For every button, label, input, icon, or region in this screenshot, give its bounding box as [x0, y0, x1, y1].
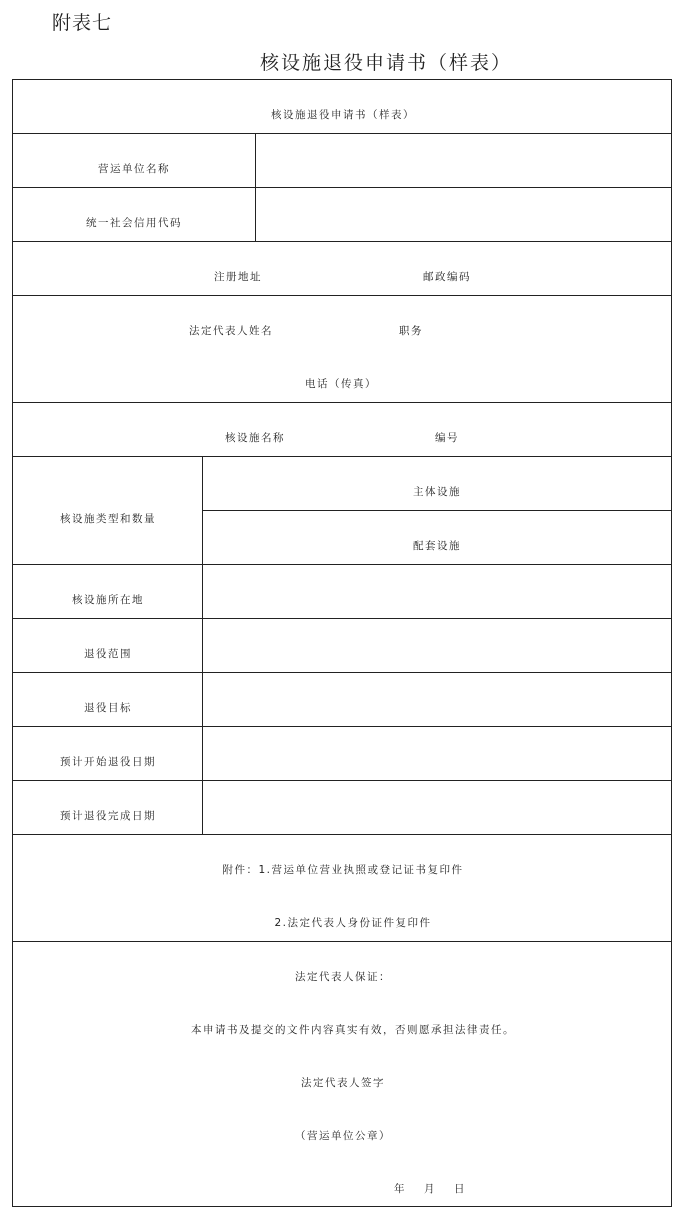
row-divider — [13, 834, 671, 835]
day-label: 日 — [454, 1183, 466, 1195]
signature-label: 法定代表人签字 — [301, 1077, 385, 1089]
page-title: 核设施退役申请书（样表） — [259, 52, 512, 74]
row-divider — [13, 726, 671, 727]
operator-name-label: 营运单位名称 — [98, 163, 170, 175]
facility-no-label: 编号 — [435, 432, 459, 444]
column-divider — [255, 133, 256, 241]
row-divider — [13, 564, 671, 565]
reg-address-label: 注册地址 — [214, 271, 262, 283]
column-divider — [202, 456, 203, 834]
row-divider — [13, 672, 671, 673]
row-divider — [13, 618, 671, 619]
location-label: 核设施所在地 — [72, 594, 144, 606]
credit-code-label: 统一社会信用代码 — [86, 217, 182, 229]
facility-name-label: 核设施名称 — [225, 432, 285, 444]
application-form-table — [12, 79, 672, 1207]
row-divider — [13, 780, 671, 781]
month-label: 月 — [424, 1183, 436, 1195]
start-date-label: 预计开始退役日期 — [60, 756, 156, 768]
end-date-label: 预计退役完成日期 — [60, 810, 156, 822]
appendix-label: 附表七 — [52, 12, 113, 34]
row-divider — [13, 402, 671, 403]
guarantee-text: 本申请书及提交的文件内容真实有效，否则愿承担法律责任。 — [191, 1024, 515, 1036]
support-facility-label: 配套设施 — [413, 540, 461, 552]
scope-label: 退役范围 — [84, 648, 132, 660]
position-label: 职务 — [399, 325, 423, 337]
row-divider — [13, 941, 671, 942]
form-inner-title: 核设施退役申请书（样表） — [271, 109, 415, 121]
row-divider — [202, 510, 671, 511]
row-divider — [13, 241, 671, 242]
row-divider — [13, 295, 671, 296]
row-divider — [13, 456, 671, 457]
postal-code-label: 邮政编码 — [423, 271, 471, 283]
attachment-2: 2.法定代表人身份证件复印件 — [274, 917, 432, 929]
type-quantity-label: 核设施类型和数量 — [60, 513, 156, 525]
legal-rep-name-label: 法定代表人姓名 — [189, 325, 273, 337]
phone-fax-label: 电话（传真） — [305, 378, 377, 390]
row-divider — [13, 133, 671, 134]
year-label: 年 — [394, 1183, 406, 1195]
row-divider — [13, 187, 671, 188]
main-facility-label: 主体设施 — [413, 486, 461, 498]
target-label: 退役目标 — [84, 702, 132, 714]
attachment-1: 附件：1.营运单位营业执照或登记证书复印件 — [222, 864, 464, 876]
guarantee-title: 法定代表人保证： — [295, 971, 391, 983]
seal-label: （营运单位公章） — [295, 1130, 391, 1142]
